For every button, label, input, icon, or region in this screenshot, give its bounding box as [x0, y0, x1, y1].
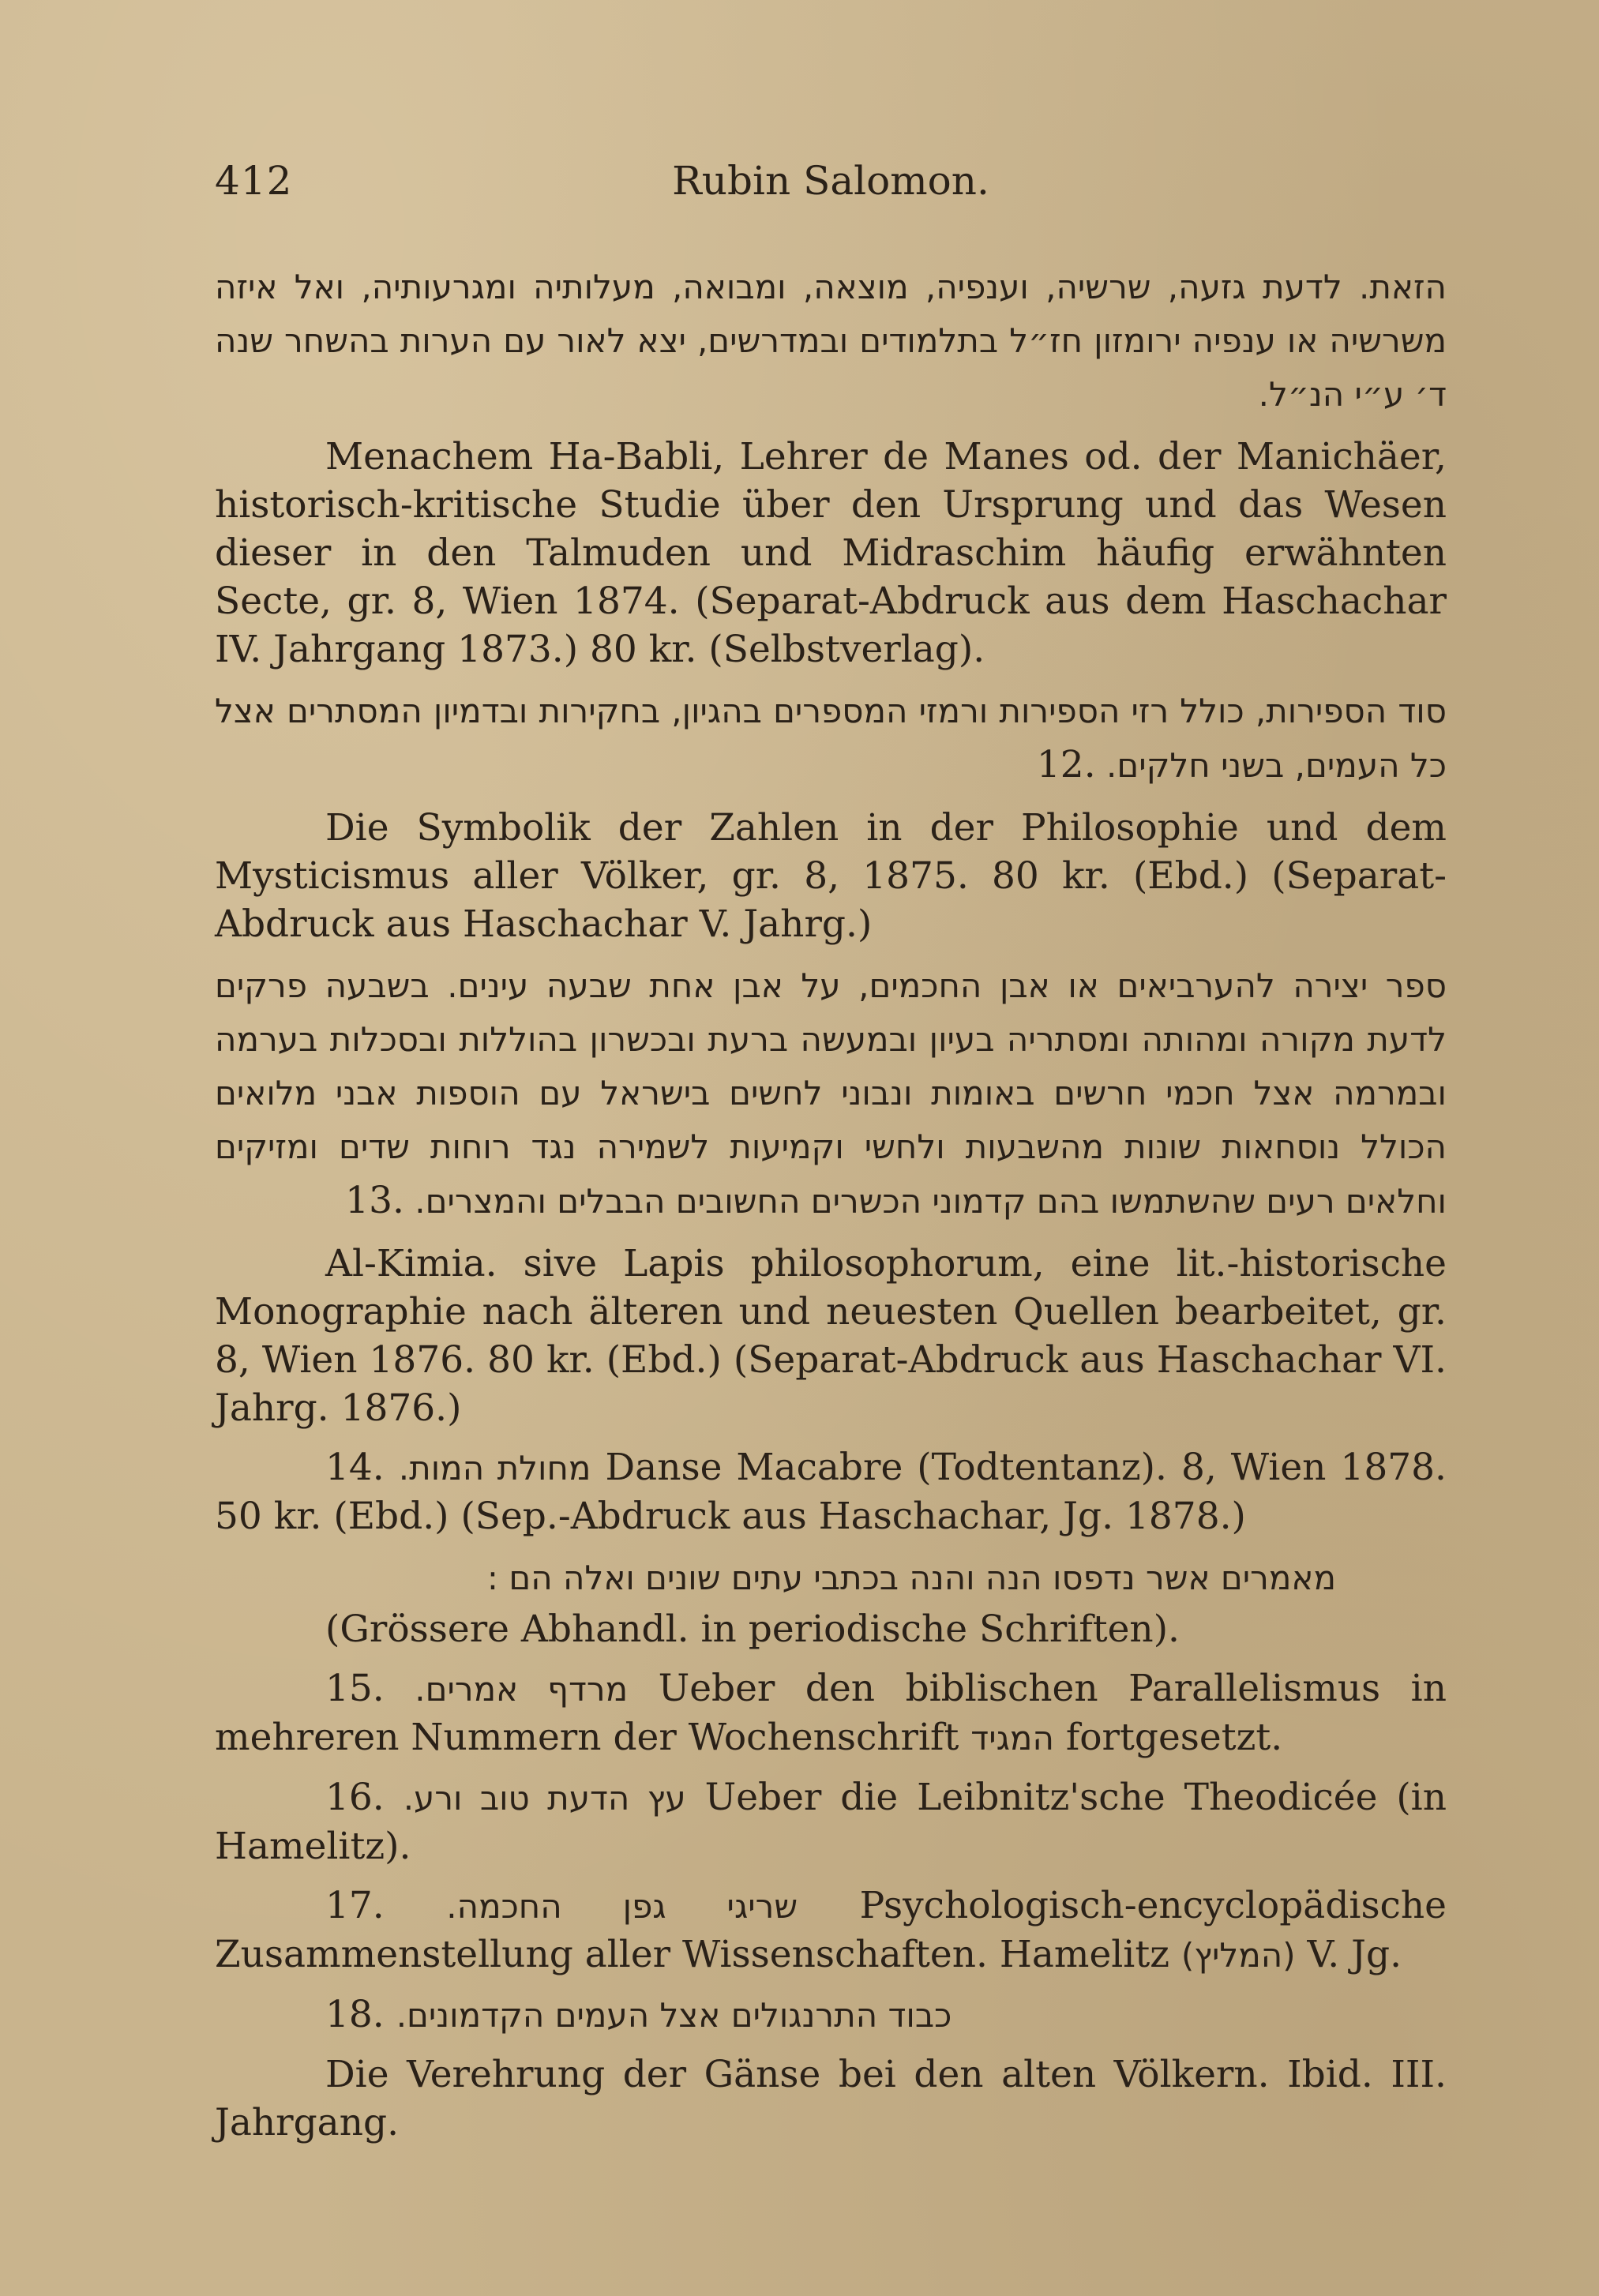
entry-13-hebrew-title: ספר יצירה להערביאים או אבן החכמים, על אבן אחת שבעה עינים. בשבעה פרקים לדעת מקורה ומהותה ומסתריה בעיון ובמעשה ברעת ובכשרון בהוללות ובסכלות בערמה ובמרמה אצל חכמי חרשים באומות ונבוני לחשים בישראל עם הוספות אבני מלואים הכולל נוסחאות שונות מהשבעות ולחשי וקמיעות לשמירה נגד רוחות שדים ומזיקים וחלאים רעים שהשתמשו בהם קדמוני הכשרים החשובים הבבלים והמצרים. [215, 966, 1447, 1221]
entry-13-hebrew [215, 959, 1447, 1229]
entry-16-latin: Ueber die Leibnitz'sche Theodicée (in Hamelitz). [215, 1776, 1447, 1868]
entry-15-hebrew-title: מרדף אמרים. [415, 1670, 629, 1709]
entry-17-latin-b: V. Jg. [1307, 1933, 1402, 1976]
entry-18 [215, 1990, 1447, 2039]
hebrew-paragraph-1: הזאת. לדעת גזעה, שרשיה, וענפיה, מוצאה, ומבואה, מעלותיה ומגרעותיה, ואל איזה משרשיה או ענפיה ירומזון חז״ל בתלמודים ובמדרשים, יצא לאור עם הערות בהשחר שנה ד׳ ע״י הנ״ל. [215, 268, 1447, 414]
entry-12-number: 12. [1036, 743, 1096, 786]
entry-12-hebrew-title: סוד הספירות, כולל רזי הספירות ורמזי המספרים בהגיון, בחקירות ובדמיון המסתרים אצל כל העמים, בשני חלקים. [215, 692, 1447, 785]
entry-15-latin-a: Ueber den biblischen Parallelismus in mehreren Nummern der Wochenschrift [215, 1667, 1447, 1759]
entry-14-hebrew-title: מחולת המות. [398, 1449, 591, 1488]
entry-15-number: 15. [325, 1667, 385, 1710]
entry-18-hebrew-title: כבוד התרנגולים אצל העמים הקדמונים. [396, 1996, 952, 2035]
entry-17 [215, 1881, 1447, 1979]
entry-17-latin-a: Psychologisch-encyclopädische Zusammenstellung aller Wissenschaften. Hamelitz [215, 1884, 1447, 1976]
running-title: Rubin Salomon. [672, 158, 989, 204]
entry-15-latin-b: fortgesetzt. [1065, 1716, 1283, 1759]
page-number: 412 [215, 158, 293, 204]
entry-16-hebrew-title: עץ הדעת טוב ורע. [403, 1779, 686, 1818]
entry-17-number: 17. [325, 1884, 385, 1927]
entry-18-latin: Die Verehrung der Gänse bei den alten Völkern. Ibid. III. Jahrgang. [215, 2053, 1447, 2144]
entry-12-hebrew [215, 685, 1447, 793]
entry-16-number: 16. [325, 1776, 385, 1819]
entry-18-number: 18. [325, 1993, 385, 2036]
articles-intro-hebrew: מאמרים אשר נדפסו הנה והנה בכתבי עתים שונים ואלה הם : [486, 1559, 1336, 1597]
entry-17-hebrew-title: שריגי גפן החכמה. [446, 1887, 798, 1926]
entry-14-number: 14. [325, 1446, 385, 1489]
entry-15 [215, 1664, 1447, 1762]
entry-11-latin: Menachem Ha-Babli, Lehrer de Manes od. der Manichäer, historisch-kritische Studie über den Ursprung und das Wesen dieser in den Talmuden und Midraschim häufig erwähnten Secte, gr. 8, Wien 1874. (Separat-Abdruck aus dem Haschachar IV. Jahrgang 1873.) 80 kr. (Selbstverlag). [215, 435, 1447, 671]
entry-15-hebrew-periodical: המגיד [970, 1719, 1054, 1758]
entry-14-latin: Danse Macabre (Todtentanz). 8, Wien 1878. 50 kr. (Ebd.) (Sep.-Abdruck aus Haschachar, Jg. 1878.) [215, 1446, 1447, 1538]
entry-13-number: 13. [345, 1179, 404, 1222]
entry-13-latin: Al-Kimia. sive Lapis philosophorum, eine lit.-historische Monographie nach älteren und neuesten Quellen bearbeitet, gr. 8, Wien 1876. 80 kr. (Ebd.) (Separat-Abdruck aus Haschachar VI. Jahrg. 1876.) [215, 1242, 1447, 1430]
entry-12-latin: Die Symbolik der Zahlen in der Philosophie und dem Mysticismus aller Völker, gr. 8, 1875. 80 kr. (Ebd.) (Separat-Abdruck aus Haschachar V. Jahrg.) [215, 806, 1447, 946]
page-body [215, 261, 1447, 2147]
entry-16 [215, 1773, 1447, 1870]
running-head [215, 158, 1447, 213]
entry-17-hebrew-periodical: (המליץ) [1180, 1936, 1296, 1975]
articles-intro-latin: (Grössere Abhandl. in periodische Schriften). [325, 1608, 1180, 1651]
entry-14 [215, 1443, 1447, 1540]
